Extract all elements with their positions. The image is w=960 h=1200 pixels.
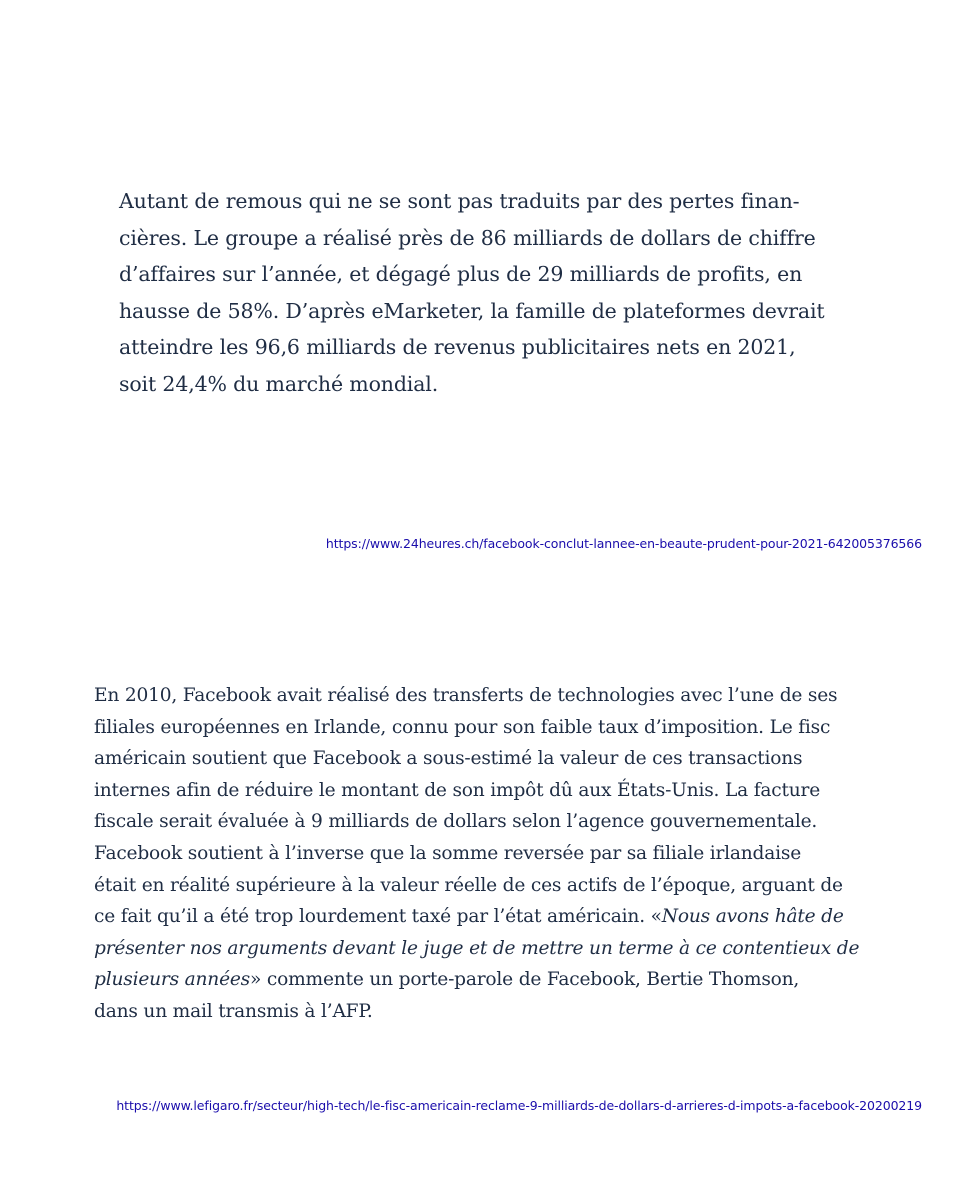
paragraph-line: [94, 933, 884, 965]
paragraph-line: d’affaires sur l’année, et dégagé plus de 29 milliards de profits, en: [119, 262, 803, 287]
paragraph-line: était en réalité supérieure à la valeur réelle de ces actifs de l’époque, arguant de: [94, 874, 843, 896]
paragraph-line: américain soutient que Facebook a sous-estimé la valeur de ces transactions: [94, 748, 803, 770]
paragraph-financial-results: [119, 183, 859, 403]
paragraph-line: soit 24,4% du marché mondial.: [119, 371, 439, 396]
paragraph-line: En 2010, Facebook avait réalisé des transferts de technologies avec l’une de ses: [94, 685, 838, 706]
paragraph-line: Facebook soutient à l’inverse que la somme reversée par sa filiale irlandaise: [94, 842, 802, 864]
text-run: » commente un porte-parole de Facebook, Bertie Thomson,: [250, 969, 800, 991]
paragraph-line: internes afin de réduire le montant de son impôt dû aux États-Unis. La facture: [94, 779, 821, 801]
paragraph-line: [94, 901, 884, 933]
quote-text: plusieurs années: [94, 969, 251, 991]
paragraph-line: hausse de 58%. D’après eMarketer, la famille de plateformes devrait: [119, 298, 825, 323]
paragraph-tax-dispute: [94, 680, 884, 1028]
paragraph-line: fiscale serait évaluée à 9 milliards de dollars selon l’agence gouvernementale.: [94, 811, 818, 833]
paragraph-line: atteindre les 96,6 milliards de revenus publicitaires nets en 2021,: [119, 335, 796, 360]
text-run: ce fait qu’il a été trop lourdement taxé par l’état américain. «: [94, 906, 662, 928]
paragraph-line: Autant de remous qui ne se sont pas traduits par des pertes finan-: [119, 189, 800, 213]
paragraph-line: cières. Le groupe a réalisé près de 86 milliards de dollars de chiffre: [119, 225, 816, 250]
paragraph-line: filiales européennes en Irlande, connu pour son faible taux d’imposition. Le fisc: [94, 716, 831, 738]
source-link-lefigaro[interactable]: https://www.lefigaro.fr/secteur/high-tech/le-fisc-americain-reclame-9-milliards-de-dollars-d-arrieres-d-impots-a-facebook-20200219: [116, 1098, 922, 1113]
source-link-24heures[interactable]: https://www.24heures.ch/facebook-conclut-lannee-en-beaute-prudent-pour-2021-642005376566: [325, 536, 922, 551]
paragraph-line: dans un mail transmis à l’AFP.: [94, 1000, 373, 1022]
quote-text: Nous avons hâte de: [661, 906, 844, 928]
paragraph-line: [94, 964, 884, 996]
quote-text: présenter nos arguments devant le juge et de mettre un terme à ce contentieux de: [94, 937, 860, 959]
